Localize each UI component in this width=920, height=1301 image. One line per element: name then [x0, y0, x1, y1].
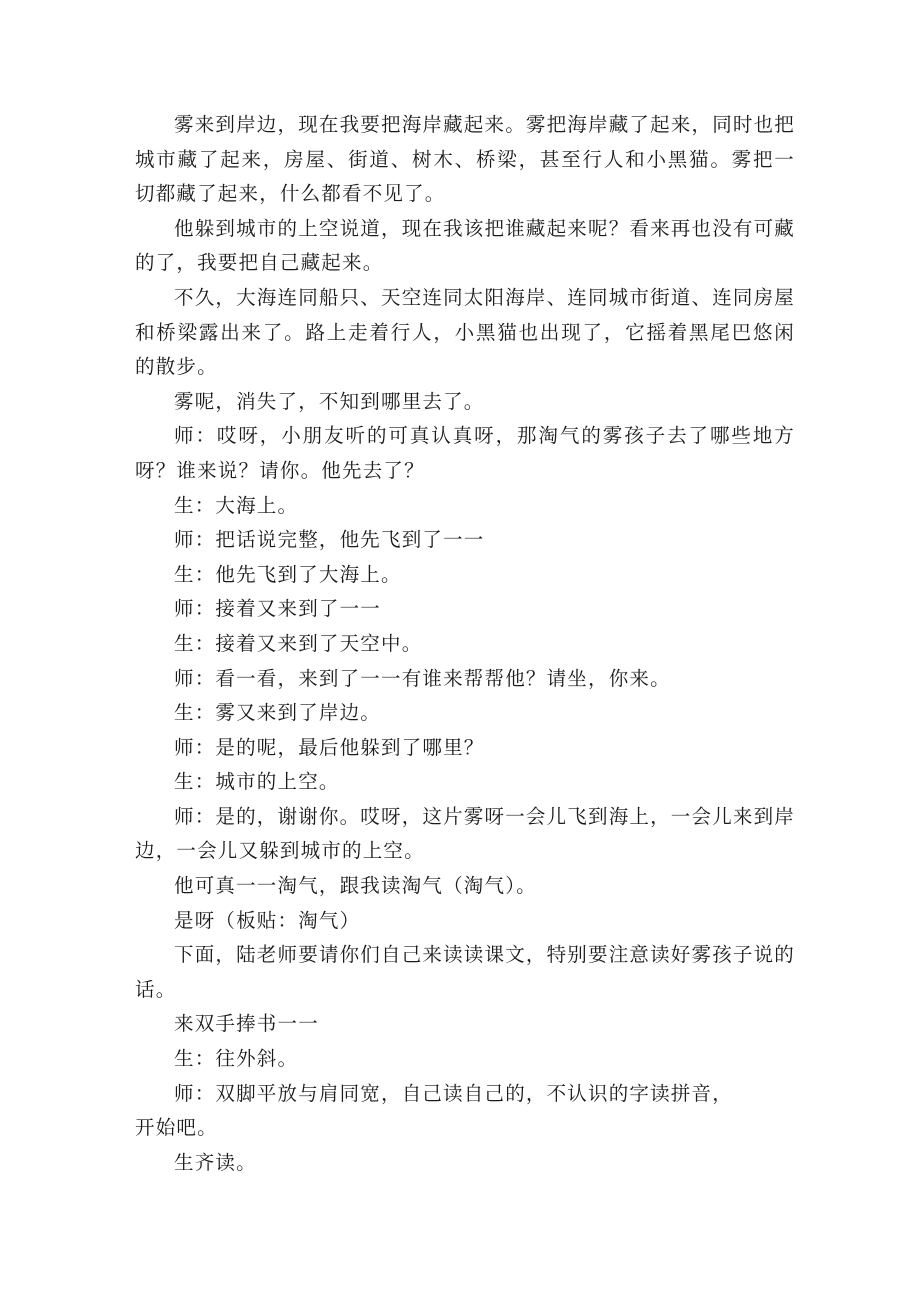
dialogue-line: 师：把话说完整，他先飞到了一一 — [174, 528, 485, 552]
dialogue-line: 他可真一一淘气，跟我读淘气（淘气）。 — [174, 874, 537, 898]
dialogue-line: 生齐读。 — [174, 1150, 257, 1174]
dialogue-line: 生：接着又来到了天空中。 — [174, 631, 423, 655]
dialogue-line: 生：城市的上空。 — [174, 770, 340, 794]
paragraph-fog-hides-coast: 雾来到岸边，现在我要把海岸藏起来。雾把海岸藏了起来，同时也把城市藏了起来，房屋、街道、树木、桥梁，甚至行人和小黑猫。雾把一切都藏了起来，什么都看不见了。 — [135, 113, 796, 206]
dialogue-line: 生：大海上。 — [174, 493, 299, 517]
dialogue-line: 师：双脚平放与肩同宽，自己读自己的，不认识的字读拼音，开始吧。 — [135, 1081, 733, 1140]
dialogue-line: 师：哎呀，小朋友听的可真认真呀，那淘气的雾孩子去了哪些地方呀？谁来说？请你。他先去了？ — [135, 424, 795, 482]
paragraph-everything-reappears: 不久，大海连同船只、天空连同太阳海岸、连同城市街道、连同房屋和桥梁露出来了。路上走着行人，小黑猫也出现了，它摇着黑尾巴悠闲的散步。 — [135, 285, 796, 379]
paragraph-fog-hides-itself: 他躲到城市的上空说道，现在我该把谁藏起来呢？看来再也没有可藏的了，我要把自己藏起来。 — [135, 216, 796, 275]
dialogue-line: 下面，陆老师要请你们自己来读读课文，特别要注意读好雾孩子说的话。 — [135, 943, 796, 1001]
dialogue-line: 师：接着又来到了一一 — [174, 597, 382, 621]
dialogue-line: 来双手捧书一一 — [174, 1012, 319, 1036]
dialogue-line: 师：是的，谢谢你。哎呀，这片雾呀一会儿飞到海上，一会儿来到岸边，一会儿又躲到城市的上空。 — [135, 804, 796, 863]
paragraph-fog-disappears: 雾呢，消失了，不知到哪里去了。 — [174, 389, 485, 413]
dialogue-line: 生：他先飞到了大海上。 — [174, 562, 402, 586]
dialogue-line: 师：是的呢，最后他躲到了哪里？ — [174, 735, 485, 759]
dialogue-line: 是呀（板贴：淘气） — [174, 908, 361, 932]
dialogue-line: 生：往外斜。 — [174, 1047, 299, 1071]
dialogue-line: 师：看一看，来到了一一有谁来帮帮他？请坐，你来。 — [174, 666, 671, 690]
dialogue-line: 生：雾又来到了岸边。 — [174, 701, 382, 725]
document-body — [135, 108, 795, 1180]
